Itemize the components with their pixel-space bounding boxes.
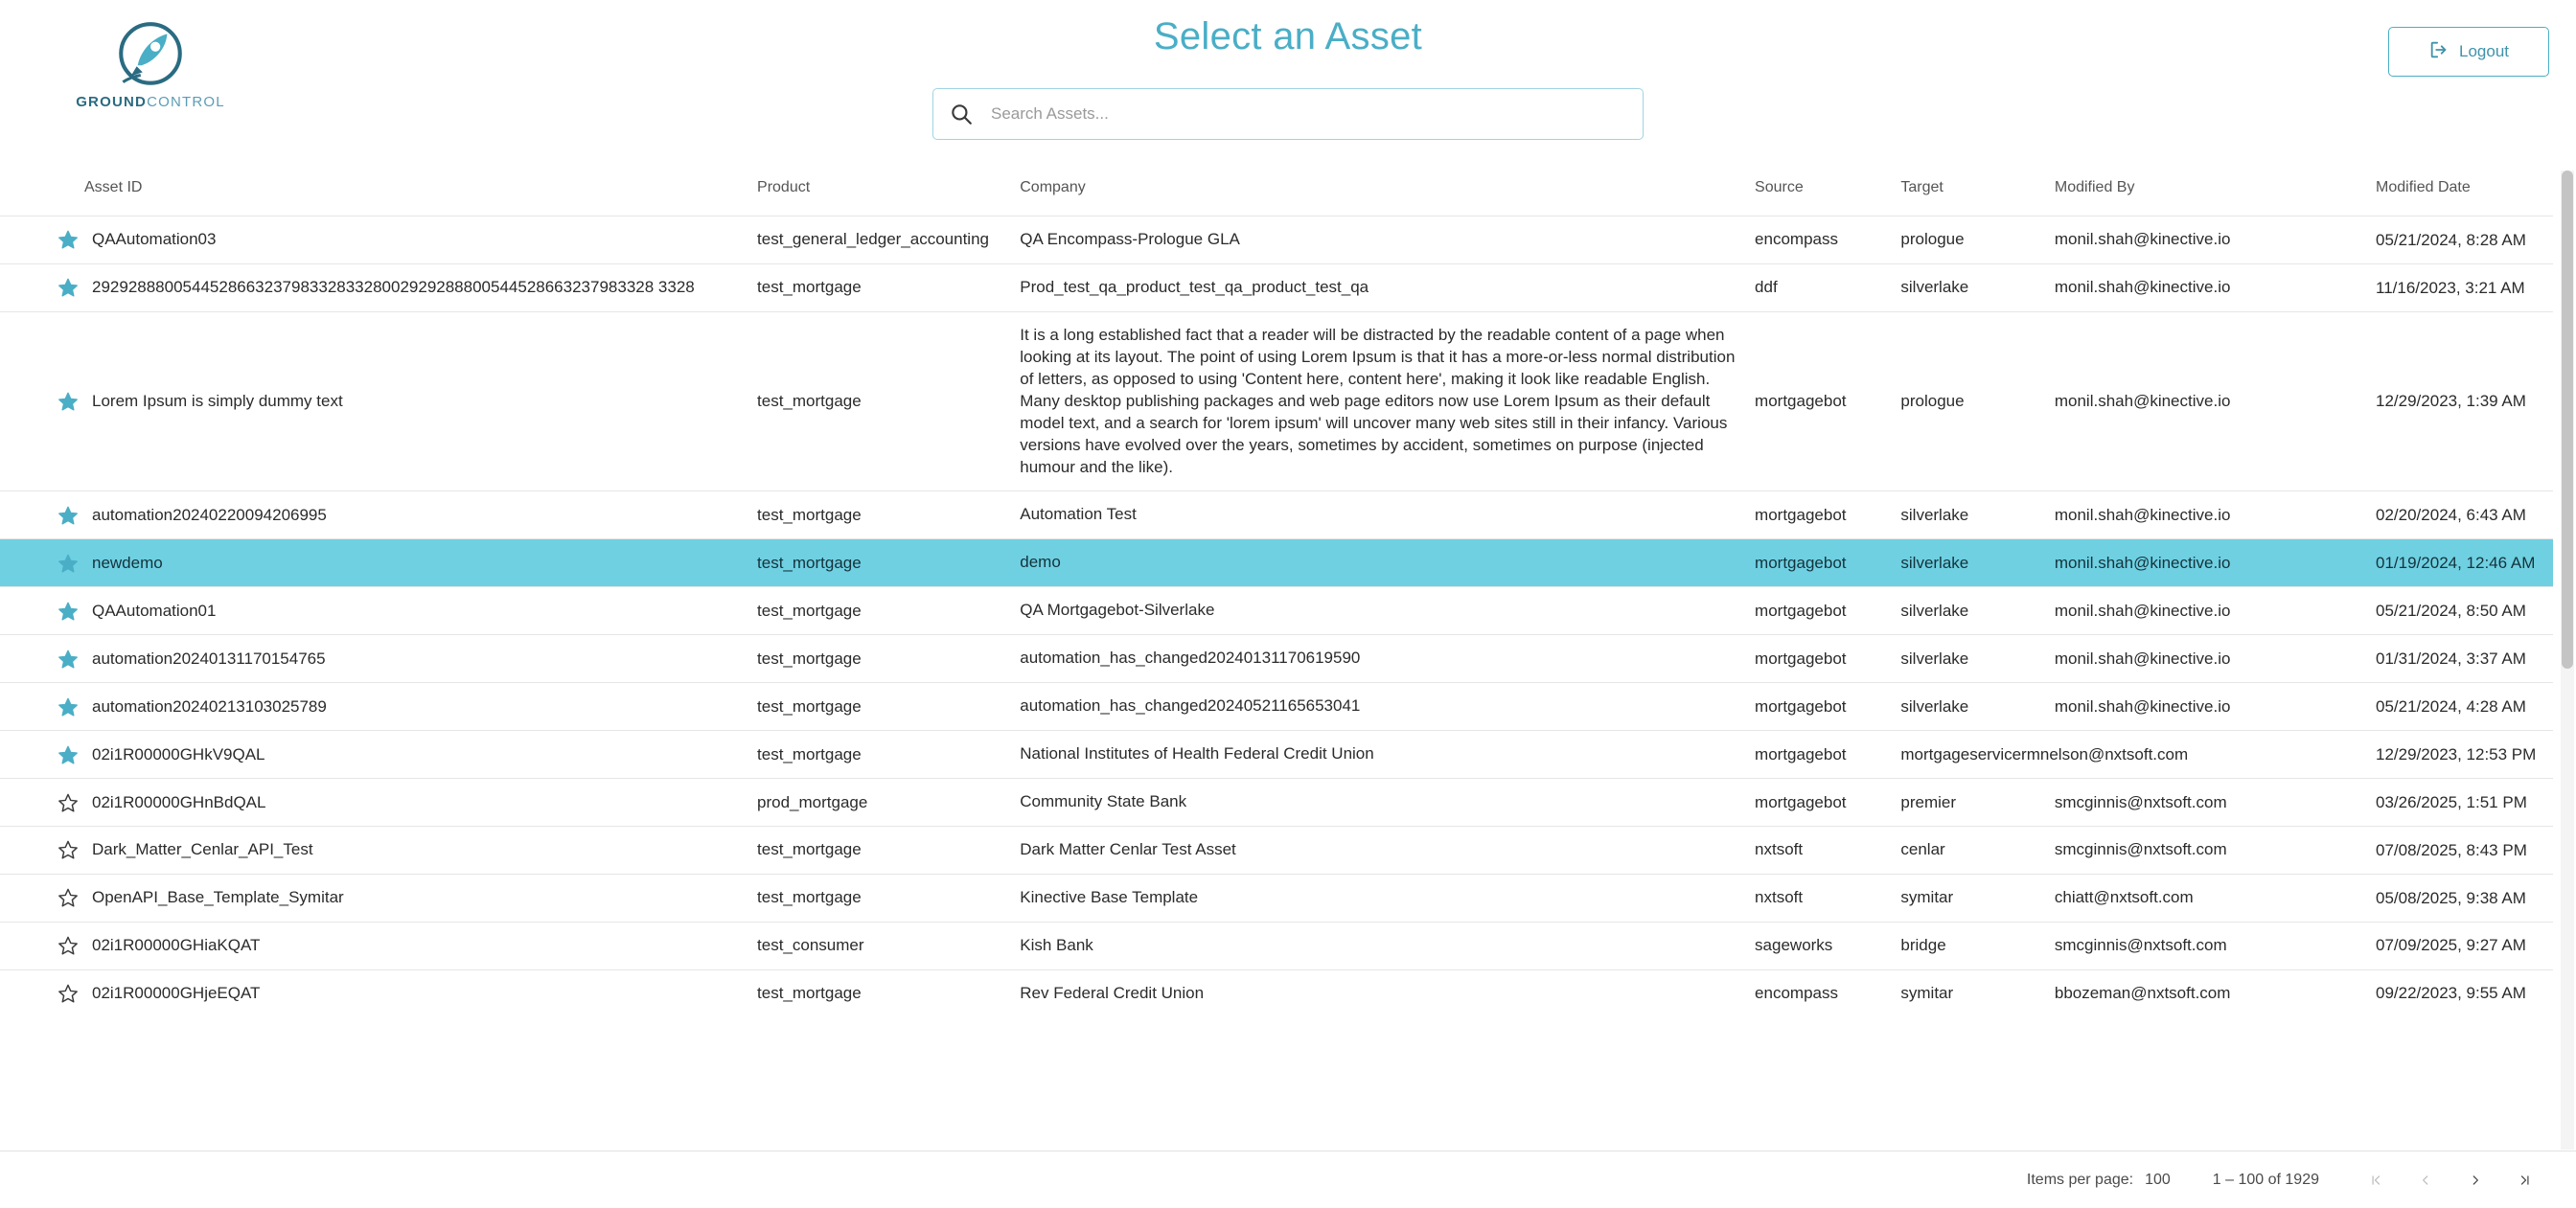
star-outline-icon[interactable] <box>58 839 79 860</box>
cell-product: test_mortgage <box>749 539 1012 587</box>
cell-modified-by: smcginnis@nxtsoft.com <box>2047 827 2368 875</box>
cell-modified-date: 01/19/2024, 12:46 AM <box>2368 539 2553 587</box>
search-bar[interactable] <box>932 88 1644 140</box>
table-row[interactable] <box>0 491 2553 539</box>
cell-target: silverlake <box>1893 635 2046 683</box>
cell-company: Community State Bank <box>1012 779 1747 827</box>
cell-modified-by: monil.shah@kinective.io <box>2047 539 2368 587</box>
cell-asset-id <box>0 874 749 922</box>
cell-modified-by: monil.shah@kinective.io <box>2047 587 2368 635</box>
cell-company: Kish Bank <box>1012 922 1747 969</box>
table-row[interactable] <box>0 827 2553 875</box>
cell-asset-id <box>0 635 749 683</box>
cell-target: silverlake <box>1893 491 2046 539</box>
cell-target: symitar <box>1893 874 2046 922</box>
cell-target: silverlake <box>1893 539 2046 587</box>
first-page-button[interactable] <box>2363 1168 2388 1193</box>
assets-table-body <box>0 217 2553 1017</box>
cell-source: mortgagebot <box>1747 491 1893 539</box>
asset-id-label: newdemo <box>92 553 163 572</box>
cell-target: silverlake <box>1893 587 2046 635</box>
cell-asset-id <box>0 779 749 827</box>
cell-modified-by: smcginnis@nxtsoft.com <box>2047 922 2368 969</box>
cell-source: nxtsoft <box>1747 827 1893 875</box>
table-row[interactable] <box>0 311 2553 491</box>
cell-company: It is a long established fact that a reader will be distracted by the readable content of a page when looking at its layout. The point of using Lorem Ipsum is that it has a more-or-less normal distribution of letters, as opposed to using 'Content here, content here', making it look like readable English. Many desktop publishing packages and web page editors now use Lorem Ipsum as their default model text, and a search for 'lorem ipsum' will uncover many web sites still in their infancy. Various versions have evolved over the years, sometimes by accident, sometimes on purpose (injected humour and the like). <box>1012 311 1747 491</box>
asset-id-label: 02i1R00000GHjeEQAT <box>92 984 261 1003</box>
items-per-page-value[interactable]: 100 <box>2145 1171 2171 1188</box>
table-row[interactable] <box>0 587 2553 635</box>
cell-modified-by: monil.shah@kinective.io <box>2047 683 2368 731</box>
cell-target: symitar <box>1893 969 2046 1016</box>
cell-source: sageworks <box>1747 922 1893 969</box>
cell-company: Kinective Base Template <box>1012 874 1747 922</box>
cell-modified-date: 01/31/2024, 3:37 AM <box>2368 635 2553 683</box>
cell-company: demo <box>1012 539 1747 587</box>
column-header-source[interactable]: Source <box>1755 179 1804 195</box>
cell-target: silverlake <box>1893 683 2046 731</box>
table-row[interactable] <box>0 922 2553 969</box>
search-icon <box>933 89 989 139</box>
cell-source: ddf <box>1747 263 1893 311</box>
asset-id-label: Lorem Ipsum is simply dummy text <box>92 392 343 411</box>
star-outline-icon[interactable] <box>58 935 79 956</box>
cell-product: test_consumer <box>749 922 1012 969</box>
table-row[interactable] <box>0 539 2553 587</box>
cell-product: test_mortgage <box>749 491 1012 539</box>
star-outline-icon[interactable] <box>58 983 79 1004</box>
cell-asset-id <box>0 731 749 779</box>
table-header-row <box>0 168 2553 217</box>
cell-asset-id <box>0 969 749 1016</box>
logo-wordmark <box>76 94 225 110</box>
logout-label: Logout <box>2459 42 2509 60</box>
cell-modified-by: monil.shah@kinective.io <box>2047 263 2368 311</box>
asset-id-label: 02i1R00000GHkV9QAL <box>92 744 265 764</box>
cell-asset-id <box>0 539 749 587</box>
vertical-scrollbar-thumb[interactable] <box>2562 171 2573 669</box>
next-page-button[interactable] <box>2463 1168 2488 1193</box>
cell-asset-id <box>0 311 749 491</box>
cell-product: test_mortgage <box>749 311 1012 491</box>
cell-modified-date: 09/22/2023, 9:55 AM <box>2368 969 2553 1016</box>
page-range-label: 1 – 100 of 1929 <box>2212 1171 2319 1188</box>
cell-target: premier <box>1893 779 2046 827</box>
star-filled-icon[interactable] <box>58 229 79 250</box>
cell-modified-date: 03/26/2025, 1:51 PM <box>2368 779 2553 827</box>
cell-modified-by: monil.shah@kinective.io <box>2047 491 2368 539</box>
cell-modified-date: 05/21/2024, 8:50 AM <box>2368 587 2553 635</box>
cell-company: National Institutes of Health Federal Credit Union <box>1012 731 1747 779</box>
asset-id-label: 02i1R00000GHiaKQAT <box>92 936 261 955</box>
assets-table-container[interactable] <box>0 168 2576 1151</box>
cell-asset-id <box>0 491 749 539</box>
star-filled-icon[interactable] <box>58 553 79 574</box>
column-header-target[interactable]: Target <box>1900 179 1944 195</box>
cell-company: Automation Test <box>1012 491 1747 539</box>
items-per-page[interactable] <box>2027 1172 2171 1189</box>
column-header-product[interactable]: Product <box>757 179 811 195</box>
search-input[interactable] <box>989 89 1643 139</box>
cell-asset-id <box>0 922 749 969</box>
asset-id-label: OpenAPI_Base_Template_Symitar <box>92 888 344 907</box>
asset-id-label: automation20240220094206995 <box>92 505 327 524</box>
star-outline-icon[interactable] <box>58 887 79 908</box>
logo-word-bold: GROUND <box>76 94 148 110</box>
cell-modified-date: 05/21/2024, 8:28 AM <box>2368 217 2553 264</box>
table-row[interactable] <box>0 263 2553 311</box>
star-filled-icon[interactable] <box>58 649 79 670</box>
star-filled-icon[interactable] <box>58 277 79 298</box>
column-header-company[interactable]: Company <box>1020 179 1086 195</box>
cell-source: nxtsoft <box>1747 874 1893 922</box>
cell-modified-date: 07/09/2025, 9:27 AM <box>2368 922 2553 969</box>
asset-id-label: 02i1R00000GHnBdQAL <box>92 792 266 811</box>
cell-company: Rev Federal Credit Union <box>1012 969 1747 1016</box>
cell-modified-by: chiatt@nxtsoft.com <box>2047 874 2368 922</box>
cell-source: encompass <box>1747 969 1893 1016</box>
asset-id-label: 29292888005445286632379833283328002929288800544528663237983328 3328 <box>92 278 695 297</box>
paginator-buttons <box>2363 1168 2538 1193</box>
cell-modified-date: 05/08/2025, 9:38 AM <box>2368 874 2553 922</box>
cell-product: prod_mortgage <box>749 779 1012 827</box>
cell-modified-date: 02/20/2024, 6:43 AM <box>2368 491 2553 539</box>
cell-product: test_mortgage <box>749 731 1012 779</box>
cell-asset-id <box>0 217 749 264</box>
logout-icon <box>2428 39 2450 65</box>
cell-company: QA Mortgagebot-Silverlake <box>1012 587 1747 635</box>
cell-target: silverlake <box>1893 263 2046 311</box>
column-header-asset-id[interactable]: Asset ID <box>84 179 143 195</box>
logout-button[interactable] <box>2388 27 2549 77</box>
vertical-scrollbar[interactable] <box>2561 171 2574 1150</box>
table-row[interactable] <box>0 217 2553 264</box>
cell-modified-by: monil.shah@kinective.io <box>2047 217 2368 264</box>
cell-modified-date: 12/29/2023, 1:39 AM <box>2368 311 2553 491</box>
cell-asset-id <box>0 827 749 875</box>
cell-company: automation_has_changed20240521165653041 <box>1012 683 1747 731</box>
cell-modified-date: 05/21/2024, 4:28 AM <box>2368 683 2553 731</box>
table-row[interactable] <box>0 635 2553 683</box>
cell-product: test_mortgage <box>749 683 1012 731</box>
table-row[interactable] <box>0 874 2553 922</box>
cell-modified-by: monil.shah@kinective.io <box>2047 311 2368 491</box>
star-outline-icon[interactable] <box>58 792 79 813</box>
cell-source: mortgagebot <box>1747 683 1893 731</box>
cell-source: mortgagebot <box>1747 311 1893 491</box>
cell-product: test_mortgage <box>749 874 1012 922</box>
cell-modified-date: 07/08/2025, 8:43 PM <box>2368 827 2553 875</box>
cell-modified-by: smcginnis@nxtsoft.com <box>2047 779 2368 827</box>
cell-product: test_mortgage <box>749 635 1012 683</box>
paginator <box>0 1151 2576 1208</box>
cell-target: prologue <box>1893 217 2046 264</box>
cell-product: test_mortgage <box>749 827 1012 875</box>
cell-modified-by: monil.shah@kinective.io <box>2047 635 2368 683</box>
cell-source: mortgagebot <box>1747 635 1893 683</box>
page-title: Select an Asset <box>1153 15 1423 57</box>
table-row[interactable] <box>0 779 2553 827</box>
cell-target: bridge <box>1893 922 2046 969</box>
cell-source: mortgagebot <box>1747 779 1893 827</box>
cell-target: cenlar <box>1893 827 2046 875</box>
cell-modified-date: 11/16/2023, 3:21 AM <box>2368 263 2553 311</box>
column-header-modified-date[interactable]: Modified Date <box>2376 179 2471 195</box>
cell-product: test_mortgage <box>749 263 1012 311</box>
table-row[interactable] <box>0 683 2553 731</box>
cell-product: test_general_ledger_accounting <box>749 217 1012 264</box>
cell-source: encompass <box>1747 217 1893 264</box>
star-filled-icon[interactable] <box>58 505 79 526</box>
cell-company: automation_has_changed20240131170619590 <box>1012 635 1747 683</box>
asset-id-label: automation20240213103025789 <box>92 696 327 716</box>
cell-asset-id <box>0 263 749 311</box>
last-page-button[interactable] <box>2513 1168 2538 1193</box>
logo-word-light: CONTROL <box>147 94 225 110</box>
cell-target: mortgageservicermnelson@nxtsoft.com <box>1893 731 2046 779</box>
cell-modified-date: 12/29/2023, 12:53 PM <box>2368 731 2553 779</box>
cell-target: prologue <box>1893 311 2046 491</box>
cell-modified-by: bbozeman@nxtsoft.com <box>2047 969 2368 1016</box>
cell-source: mortgagebot <box>1747 539 1893 587</box>
cell-source: mortgagebot <box>1747 731 1893 779</box>
items-per-page-label: Items per page: <box>2026 1171 2134 1188</box>
cell-company: QA Encompass-Prologue GLA <box>1012 217 1747 264</box>
cell-product: test_mortgage <box>749 587 1012 635</box>
column-header-modified-by[interactable]: Modified By <box>2054 179 2135 195</box>
assets-table-header <box>0 168 2553 217</box>
star-filled-icon[interactable] <box>58 744 79 765</box>
cell-product: test_mortgage <box>749 969 1012 1016</box>
asset-id-label: QAAutomation01 <box>92 601 217 620</box>
asset-id-label: QAAutomation03 <box>92 230 217 249</box>
assets-table <box>0 168 2553 1017</box>
cell-company: Prod_test_qa_product_test_qa_product_test_qa <box>1012 263 1747 311</box>
star-filled-icon[interactable] <box>58 391 79 412</box>
previous-page-button[interactable] <box>2413 1168 2438 1193</box>
cell-source: mortgagebot <box>1747 587 1893 635</box>
cell-asset-id <box>0 587 749 635</box>
cell-company: Dark Matter Cenlar Test Asset <box>1012 827 1747 875</box>
asset-id-label: automation20240131170154765 <box>92 649 326 668</box>
table-row[interactable] <box>0 969 2553 1016</box>
star-filled-icon[interactable] <box>58 601 79 622</box>
asset-id-label: Dark_Matter_Cenlar_API_Test <box>92 840 313 859</box>
cell-asset-id <box>0 683 749 731</box>
table-row[interactable] <box>0 731 2553 779</box>
page-header <box>0 0 2576 168</box>
star-filled-icon[interactable] <box>58 696 79 718</box>
